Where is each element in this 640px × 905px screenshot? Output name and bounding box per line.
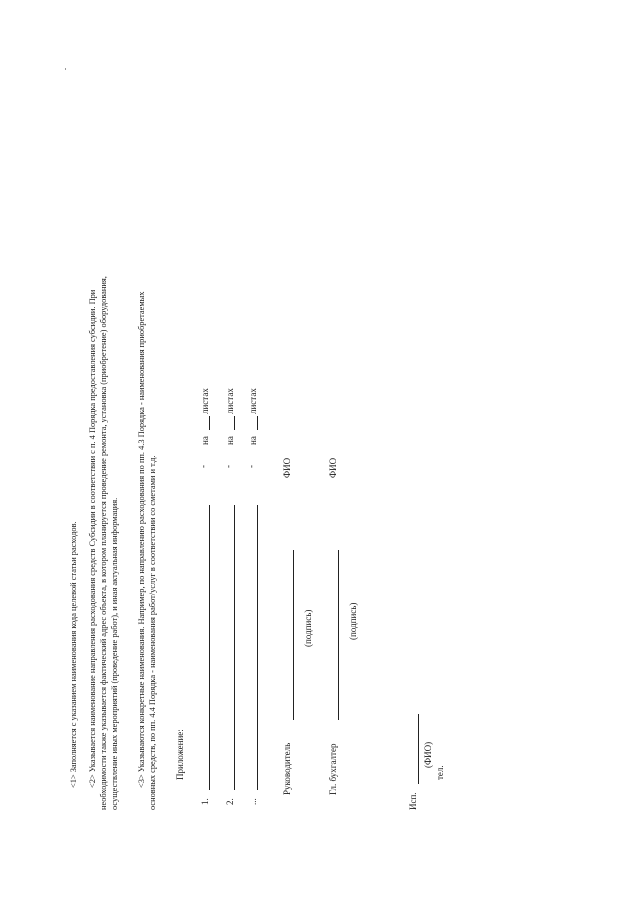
footnote-1: <1> Заполняется с указанием наименования кода целевой статьи расходов. [69,521,78,788]
footnote-2-line-3: осуществление иных мероприятий (проведение работ), и иная актуальная информация. [110,497,119,810]
attachment-dash: - [246,465,256,468]
footnote-2-line-2: необходимости также указывается фактический адрес объекта, в котором планируется проведение ремонта, установка (приобретение) оборудования, [99,276,108,810]
accountant-label: Гл. бухгалтер [328,743,338,795]
attachment-name-line [209,505,210,790]
attachments-title: Приложение: [175,729,185,780]
attachment-na: на [248,436,258,445]
attachment-sheets-line [234,416,235,430]
head-fio: ФИО [282,457,292,478]
attachment-name-line [234,505,235,790]
head-signature-caption: (подпись) [303,609,313,647]
attachment-sheets-label: листах [225,388,235,414]
attachment-sheets-label: листах [248,388,258,414]
accountant-fio: ФИО [328,457,338,478]
attachment-number: 1. [200,798,210,805]
executor-line [418,714,419,784]
attachment-sheets-line [257,416,258,430]
attachment-na: на [225,436,235,445]
attachment-name-line [257,505,258,790]
head-label: Руководитель [282,742,292,795]
document-page [60,30,620,880]
attachment-dash: - [198,465,208,468]
head-signature-line [293,550,294,720]
footnote-2-line-1: <2> Указывается наименование направления расходования средств Субсидии в соответствии с п. 4 Порядка предоставления субсидии. При [88,289,97,788]
accountant-signature-line [338,550,339,720]
attachment-number: 2. [225,798,235,805]
footnote-3-line-2: основных средств, по пп. 4.4 Порядка - наименования работ/услуг в соответствии со сметами и т.д. [148,455,157,810]
attachment-na: на [200,436,210,445]
footnote-3-line-1: <3> Указываются конкретные наименования. Например, по направлению расходования по пп. 4.3 Порядка - наименования приобретаемых [137,291,146,788]
accountant-signature-caption: (подпись) [348,602,358,640]
attachment-dash: - [223,465,233,468]
attachment-sheets-label: листах [200,388,210,414]
attachment-sheets-line [209,416,210,430]
attachment-number: ... [248,798,258,805]
executor-phone-label: тел. [435,765,445,780]
executor-fio-caption: (ФИО) [423,741,433,768]
executor-label: Исп. [408,792,418,810]
